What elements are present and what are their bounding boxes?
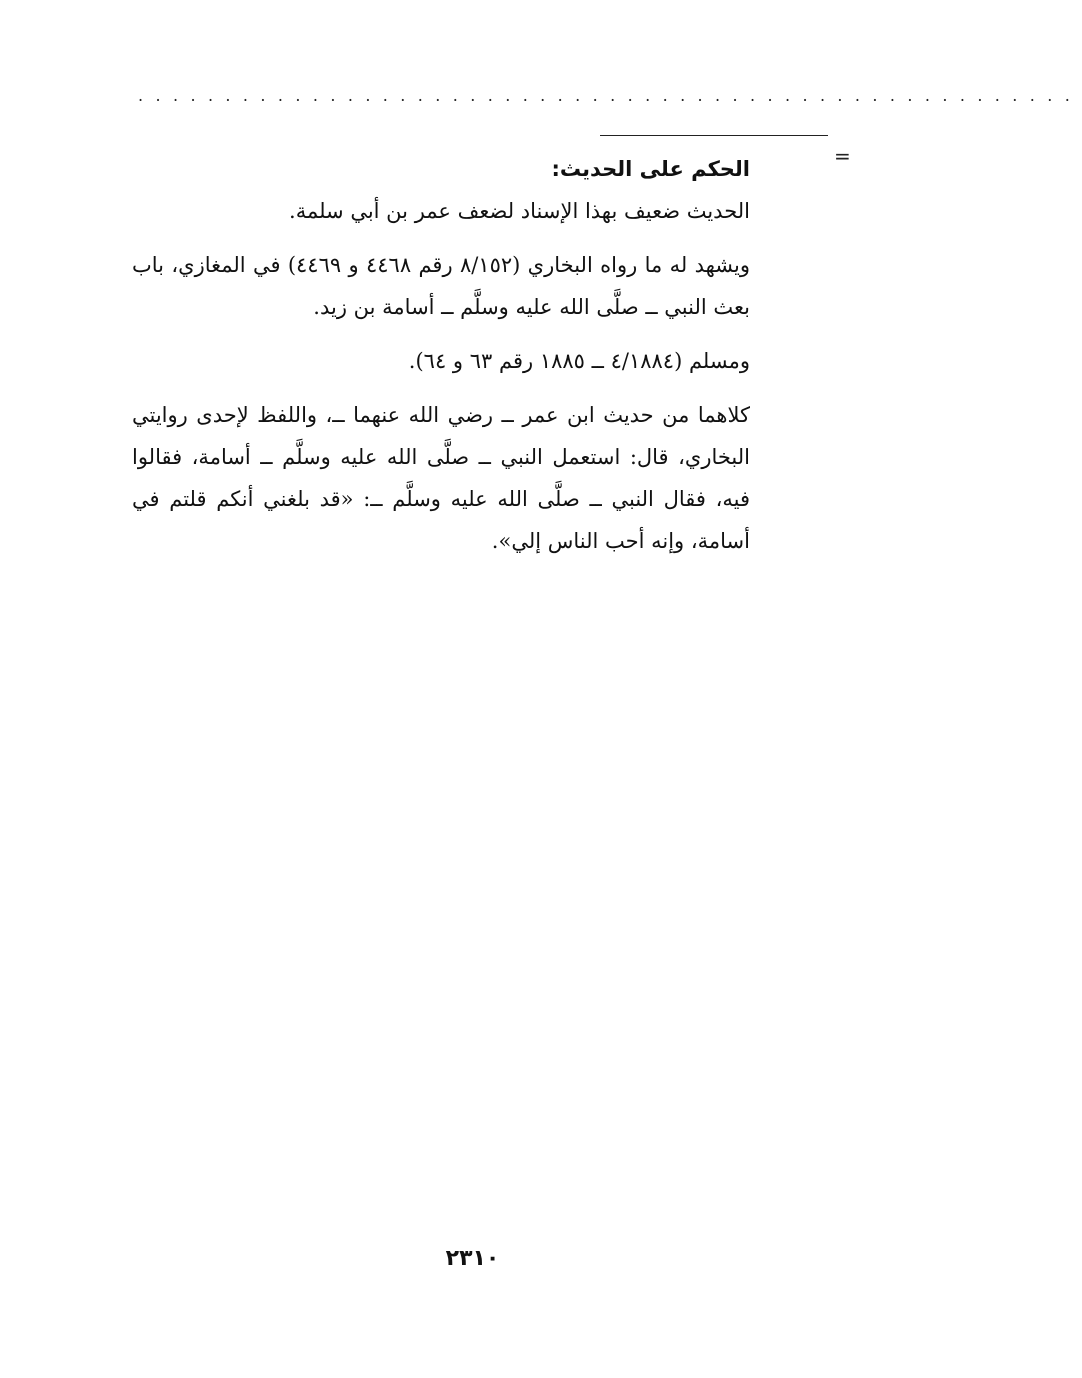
page-number: ٢٣١٠ xyxy=(445,1246,500,1271)
paragraph-hadith-text: كلاهما من حديث ابن عمر ــ رضي الله عنهما ــ، واللفظ لإحدى روايتي البخاري، قال: استعمل النبي ــ صلَّى الله عليه وسلَّم ــ أسامة، فقالوا فيه، فقال النبي ــ صلَّى الله عليه وسلَّم ــ: «قد بلغني أنكم قلتم في أسامة، وإنه أحب الناس إلي». xyxy=(132,403,750,553)
section-heading: الحكم على الحديث: xyxy=(551,157,750,181)
continuation-mark: = xyxy=(834,144,851,168)
paragraph-ruling: الحديث ضعيف بهذا الإسناد لضعف عمر بن أبي سلمة. xyxy=(289,199,750,223)
main-text xyxy=(132,148,750,562)
paragraph-muslim: ومسلم (٤/١٨٨٤ ــ ١٨٨٥ رقم ٦٣ و ٦٤). xyxy=(408,349,750,373)
paragraph-bukhari: ويشهد له ما رواه البخاري (٨/١٥٢ رقم ٤٤٦٨ و ٤٤٦٩) في المغازي، باب بعث النبي ــ صلَّى الله عليه وسلَّم ــ أسامة بن زيد. xyxy=(132,253,750,319)
header-dotted-rule: ...................................................... xyxy=(138,86,1082,105)
section-separator-rule xyxy=(600,135,828,136)
